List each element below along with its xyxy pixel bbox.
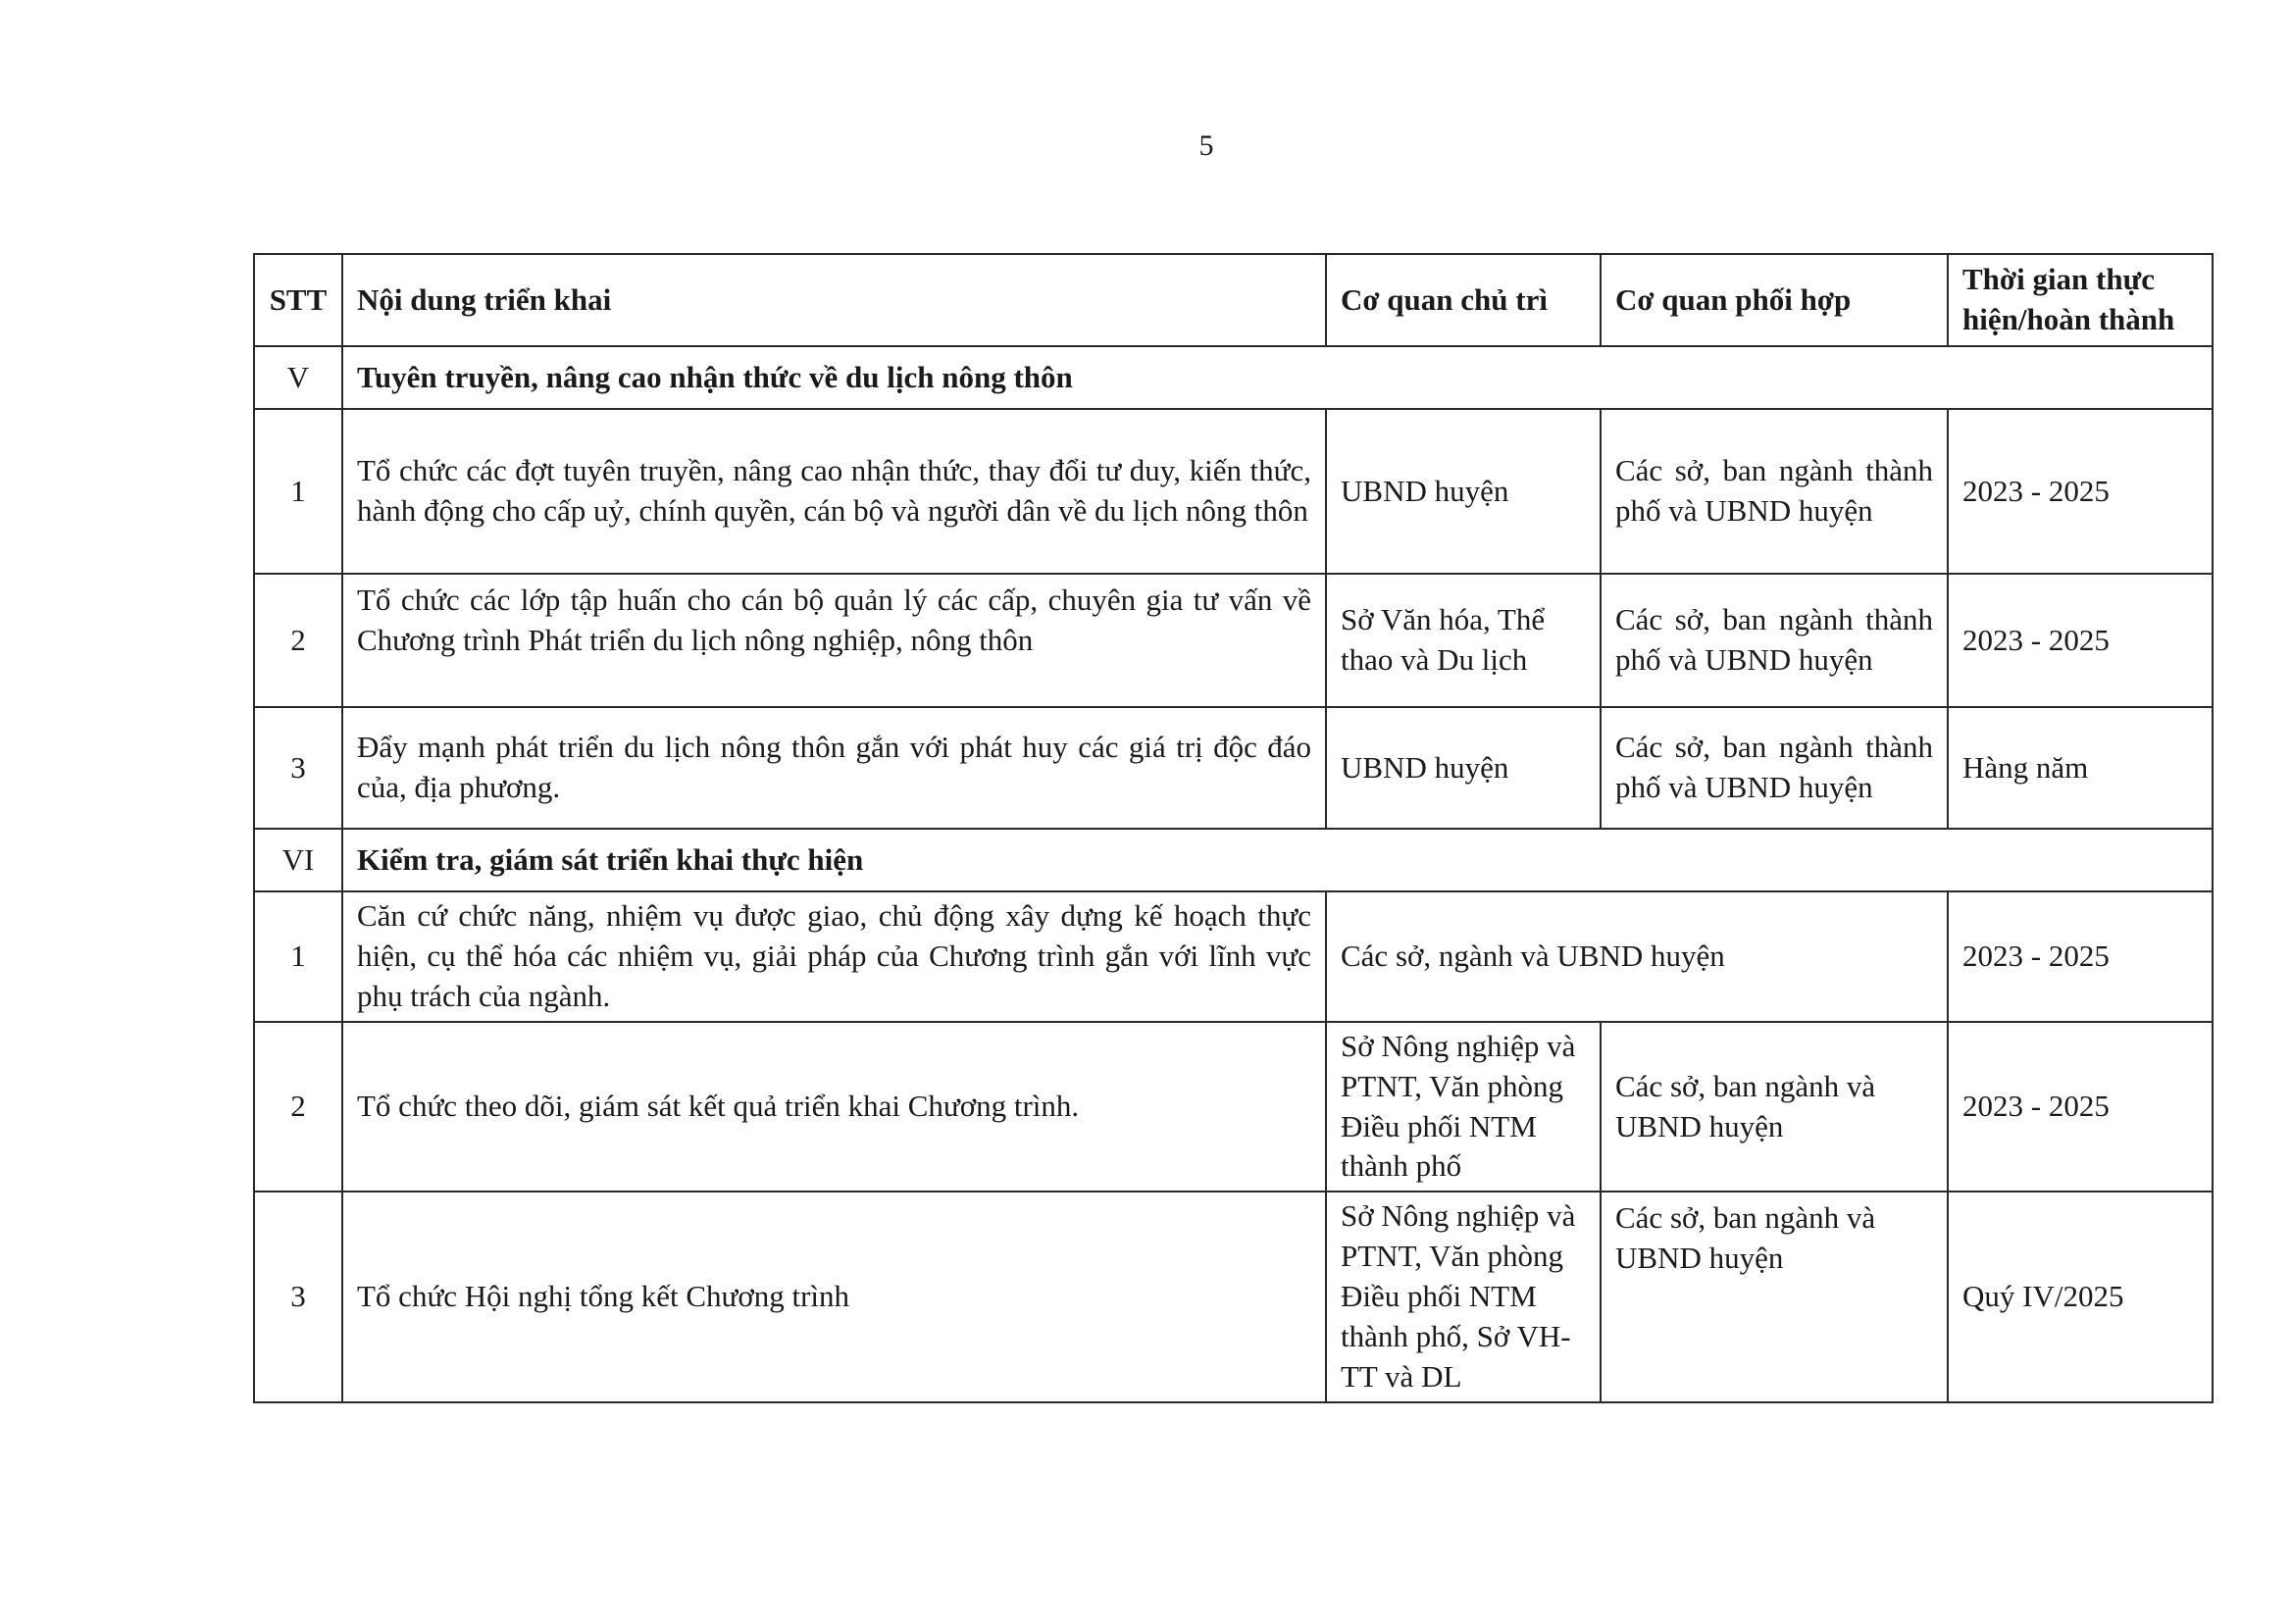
table-row: [254, 574, 2213, 707]
row-lead-and-coordinating-agency: Các sở, ngành và UBND huyện: [1326, 891, 1948, 1022]
row-time: 2023 - 2025: [1948, 1022, 2213, 1193]
header-lead-agency: Cơ quan chủ trì: [1326, 254, 1601, 346]
section-row: [254, 346, 2213, 409]
table-header-row: [254, 254, 2213, 346]
row-time: Hàng năm: [1948, 707, 2213, 829]
row-time: 2023 - 2025: [1948, 891, 2213, 1022]
table-row: [254, 409, 2213, 574]
row-content: Đẩy mạnh phát triển du lịch nông thôn gắn với phát huy các giá trị độc đáo của, địa phương.: [342, 707, 1326, 829]
row-content: Tổ chức theo dõi, giám sát kết quả triển khai Chương trình.: [342, 1022, 1326, 1193]
row-content: Tổ chức các lớp tập huấn cho cán bộ quản lý các cấp, chuyên gia tư vấn về Chương trình Phát triển du lịch nông nghiệp, nông thôn: [342, 574, 1326, 707]
row-content: Tổ chức các đợt tuyên truyền, nâng cao nhận thức, thay đổi tư duy, kiến thức, hành động cho cấp uỷ, chính quyền, cán bộ và người dân về du lịch nông thôn: [342, 409, 1326, 574]
header-stt: STT: [254, 254, 342, 346]
row-stt: 2: [254, 1022, 342, 1193]
row-coordinating-agency: Các sở, ban ngành thành phố và UBND huyện: [1601, 707, 1948, 829]
page-number: 5: [1198, 129, 1214, 162]
row-stt: 3: [254, 707, 342, 829]
section-number: V: [254, 346, 342, 409]
header-time: Thời gian thực hiện/hoàn thành: [1948, 254, 2213, 346]
row-lead-agency: UBND huyện: [1326, 409, 1601, 574]
row-coordinating-agency: Các sở, ban ngành thành phố và UBND huyện: [1601, 574, 1948, 707]
row-time: 2023 - 2025: [1948, 574, 2213, 707]
row-lead-agency: Sở Văn hóa, Thể thao và Du lịch: [1326, 574, 1601, 707]
implementation-plan-table: [253, 253, 2214, 1403]
row-stt: 1: [254, 409, 342, 574]
row-time: 2023 - 2025: [1948, 409, 2213, 574]
section-title: Tuyên truyền, nâng cao nhận thức về du lịch nông thôn: [342, 346, 2213, 409]
row-lead-agency: UBND huyện: [1326, 707, 1601, 829]
row-time: Quý IV/2025: [1948, 1192, 2213, 1402]
row-coordinating-agency: Các sở, ban ngành và UBND huyện: [1601, 1192, 1948, 1402]
row-stt: 3: [254, 1192, 342, 1402]
table-row: [254, 891, 2213, 1022]
header-content: Nội dung triển khai: [342, 254, 1326, 346]
table-row: [254, 707, 2213, 829]
section-row: [254, 829, 2213, 891]
row-content: Tổ chức Hội nghị tổng kết Chương trình: [342, 1192, 1326, 1402]
row-lead-agency: Sở Nông nghiệp và PTNT, Văn phòng Điều phối NTM thành phố: [1326, 1022, 1601, 1193]
row-stt: 1: [254, 891, 342, 1022]
row-coordinating-agency: Các sở, ban ngành thành phố và UBND huyện: [1601, 409, 1948, 574]
table-row: [254, 1022, 2213, 1193]
header-coordinating-agency: Cơ quan phối hợp: [1601, 254, 1948, 346]
row-content: Căn cứ chức năng, nhiệm vụ được giao, chủ động xây dựng kế hoạch thực hiện, cụ thể hóa các nhiệm vụ, giải pháp của Chương trình gắn với lĩnh vực phụ trách của ngành.: [342, 891, 1326, 1022]
row-coordinating-agency: Các sở, ban ngành và UBND huyện: [1601, 1022, 1948, 1193]
section-number: VI: [254, 829, 342, 891]
section-title: Kiểm tra, giám sát triển khai thực hiện: [342, 829, 2213, 891]
table-row: [254, 1192, 2213, 1402]
row-stt: 2: [254, 574, 342, 707]
row-lead-agency: Sở Nông nghiệp và PTNT, Văn phòng Điều phối NTM thành phố, Sở VH-TT và DL: [1326, 1192, 1601, 1402]
